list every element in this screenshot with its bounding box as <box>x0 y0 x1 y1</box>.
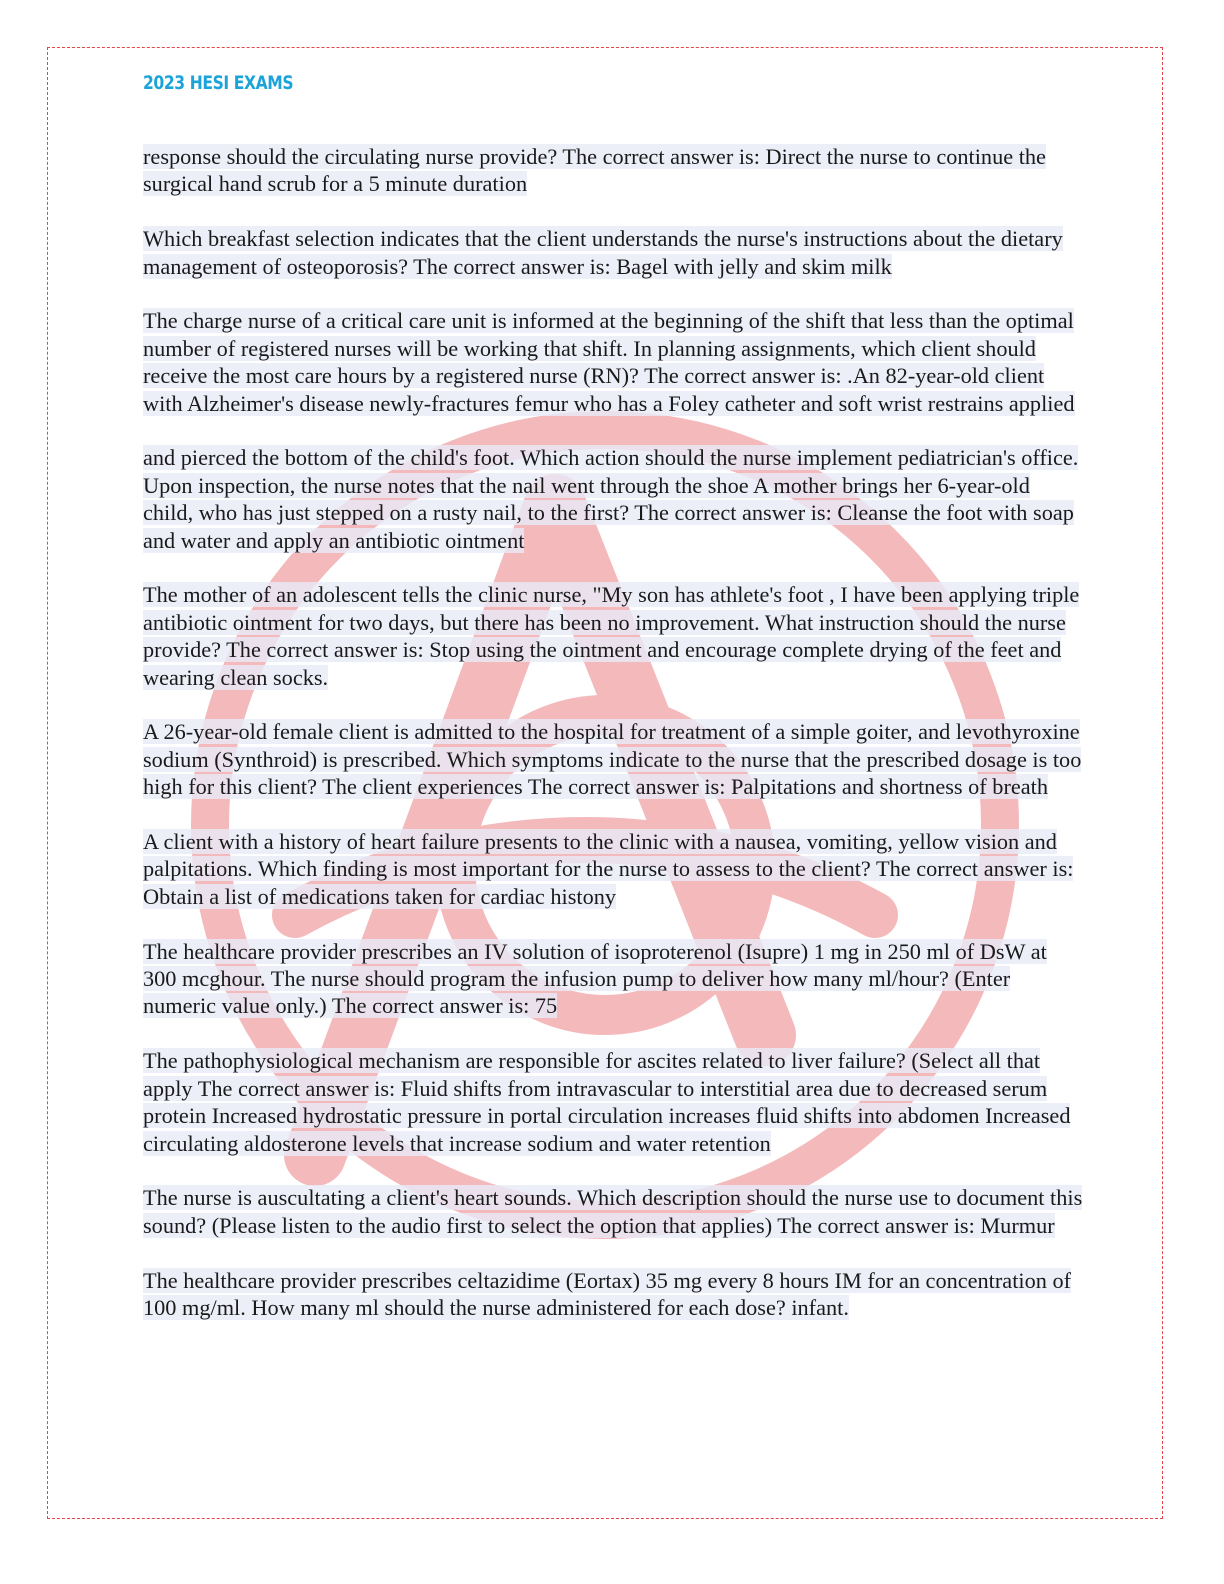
question-answer-paragraph <box>143 1267 1083 1322</box>
paragraph-text: The healthcare provider prescribes an IV solution of isoproterenol (Isupre) 1 mg in 250 ml of DsW at 300 mcghour. The nurse should program the infusion pump to deliver how many ml/hour? (Enter numeric value only.) The correct answer is: 75 <box>143 938 1047 1019</box>
question-answer-paragraph <box>143 581 1083 691</box>
paragraph-text: Which breakfast selection indicates that the client understands the nurse's instructions about the dietary management of osteoporosis? The correct answer is: Bagel with jelly and skim milk <box>143 226 1063 279</box>
document-body <box>143 143 1083 1349</box>
paragraph-text: response should the circulating nurse provide? The correct answer is: Direct the nurse to continue the surgical hand scrub for a 5 minute duration <box>143 144 1046 197</box>
paragraph-text: The healthcare provider prescribes celtazidime (Eortax) 35 mg every 8 hours IM for an concentration of 100 mg/ml. How many ml should the nurse administered for each dose? infant. <box>143 1267 1072 1320</box>
page-header-title: 2023 HESI EXAMS <box>143 72 294 94</box>
question-answer-paragraph <box>143 1047 1083 1157</box>
paragraph-text: A client with a history of heart failure presents to the clinic with a nausea, vomiting, yellow vision and palpitations. Which finding is most important for the nurse to assess to the client? The correct answer is: Obtain a list of medications taken for cardiac histony <box>143 829 1074 909</box>
question-answer-paragraph <box>143 143 1083 198</box>
question-answer-paragraph <box>143 225 1083 280</box>
question-answer-paragraph <box>143 444 1083 554</box>
question-answer-paragraph <box>143 938 1083 1020</box>
paragraph-text: The pathophysiological mechanism are responsible for ascites related to liver failure? (Select all that apply The correct answer is: Fluid shifts from intravascular to interstitial area due to decreased serum protein Increased hydrostatic pressure in portal circulation increases fluid shifts into abdomen Increased circulating aldosterone levels that increase sodium and water retention <box>143 1048 1071 1156</box>
paragraph-text: The charge nurse of a critical care unit is informed at the beginning of the shift that less than the optimal number of registered nurses will be working that shift. In planning assignments, which client should receive the most care hours by a registered nurse (RN)? The correct answer is: .An 82-year-old client with Alzheimer's disease newly-fractures femur who has a Foley catheter and soft wrist restrains applied <box>143 308 1075 416</box>
paragraph-text: The nurse is auscultating a client's heart sounds. Which description should the nurse use to document this sound? (Please listen to the audio first to select the option that applies) The correct answer is: Murmur <box>143 1185 1083 1238</box>
paragraph-text: The mother of an adolescent tells the clinic nurse, "My son has athlete's foot , I have been applying triple antibiotic ointment for two days, but there has been no improvement. What instruction should the nurse provide? The correct answer is: Stop using the ointment and encourage complete drying of the feet and wearing clean socks. <box>143 582 1080 690</box>
question-answer-paragraph <box>143 828 1083 910</box>
paragraph-text: A 26-year-old female client is admitted to the hospital for treatment of a simple goiter, and levothyroxine sodium (Synthroid) is prescribed. Which symptoms indicate to the nurse that the prescribed dosage is too high for this client? The client experiences The correct answer is: Palpitations and shortness of breath <box>143 719 1082 800</box>
question-answer-paragraph <box>143 1184 1083 1239</box>
question-answer-paragraph <box>143 718 1083 800</box>
paragraph-text: and pierced the bottom of the child's foot. Which action should the nurse implement pediatrician's office. Upon inspection, the nurse notes that the nail went through the shoe A mother brings her 6-year-old child, who has just stepped on a rusty nail, to the first? The correct answer is: Cleanse the foot with soap and water and apply an antibiotic ointment <box>143 445 1079 553</box>
question-answer-paragraph <box>143 307 1083 417</box>
